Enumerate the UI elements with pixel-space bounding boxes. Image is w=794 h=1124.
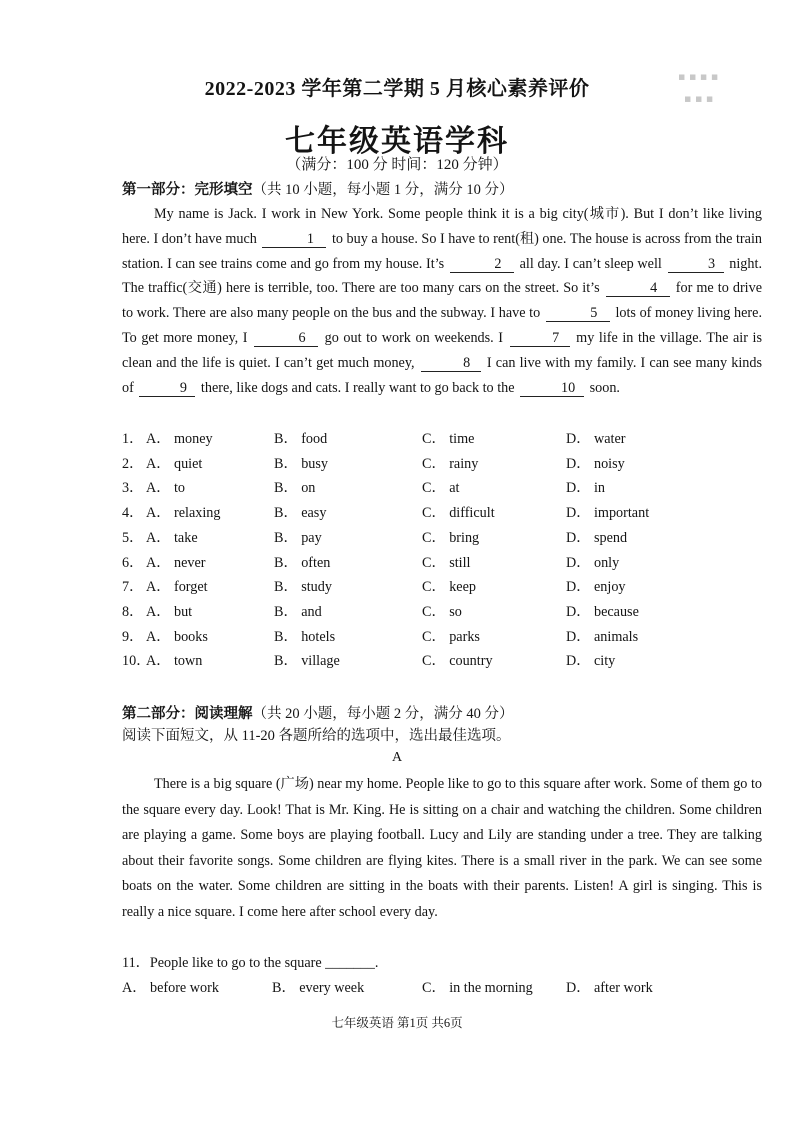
cloze-passage (122, 202, 762, 400)
part1-heading-detail: （共 10 小题，每小题 1 分，满分 10 分） (252, 182, 514, 198)
cloze-text: I can live with my family. I can see many kinds of (122, 354, 762, 396)
part1-heading (122, 178, 514, 199)
option-row (122, 552, 742, 574)
question-number: 4． (122, 505, 144, 522)
reading-passage-a (122, 772, 762, 926)
option-c[interactable]: C． parks (422, 628, 480, 645)
option-c[interactable]: C． country (422, 653, 493, 670)
option-a[interactable]: A． books (146, 628, 208, 645)
question-number: 1． (122, 431, 144, 447)
part2-heading (122, 702, 514, 723)
question-number: 8． (122, 603, 144, 620)
cloze-blank[interactable]: 7 (510, 330, 570, 347)
cloze-paragraph (122, 202, 762, 400)
option-b[interactable]: B． hotels (274, 628, 336, 645)
option-row (122, 428, 742, 450)
option-a[interactable]: A． but (146, 603, 193, 620)
subject-title: 七年级英语学科 (285, 124, 509, 159)
option-row (122, 502, 742, 524)
option-row (122, 576, 742, 598)
cloze-text: all day. I can’t sleep well (515, 255, 666, 272)
option-c[interactable]: C． so (422, 603, 462, 620)
option-d[interactable]: D． because (566, 603, 639, 620)
cloze-blank[interactable]: 8 (421, 355, 481, 372)
option-b[interactable]: B． on (274, 480, 316, 497)
option-b[interactable]: B． food (274, 431, 328, 447)
option-b[interactable]: B． and (274, 603, 322, 620)
q11-option-b[interactable]: B． every week (272, 980, 365, 996)
option-b[interactable]: B． often (274, 554, 331, 571)
option-row (122, 453, 742, 475)
option-d[interactable]: D． enjoy (566, 579, 626, 596)
option-a[interactable]: A． never (146, 554, 206, 571)
part2-instruction: 阅读下面短文，从 11-20 各题所给的选项中，选出最佳选项。 (122, 728, 511, 744)
cloze-text: my life in the village. The air is clean and the life is quiet. I can’t get much money, (122, 329, 762, 371)
cloze-blank[interactable]: 10 (520, 380, 584, 397)
question-number: 7． (122, 579, 144, 596)
option-b[interactable]: B． busy (274, 455, 328, 472)
option-c[interactable]: C． still (422, 554, 471, 571)
question-11-stem: 11．People like to go to the square _______. (122, 955, 379, 971)
option-c[interactable]: C． difficult (422, 505, 495, 522)
option-b[interactable]: B． study (274, 579, 332, 596)
q11-option-a[interactable]: A． before work (122, 980, 219, 996)
option-a[interactable]: A． money (146, 431, 213, 447)
cloze-text: soon. (586, 379, 620, 396)
score-time-info: （满分：100 分 时间：120 分钟） (286, 157, 508, 173)
bleed-through-mark: ▪ ▪ ▪ ▪ (678, 70, 719, 83)
option-d[interactable]: D． city (566, 653, 616, 670)
question-11-options (122, 977, 742, 997)
option-a[interactable]: A． relaxing (146, 505, 221, 522)
option-c[interactable]: C． bring (422, 529, 480, 546)
cloze-text: My name is Jack. I work in New York. Some people think it is a big city(城市). But I don’t like living here. I don’t have much (122, 206, 762, 247)
option-row (122, 650, 742, 672)
option-row (122, 626, 742, 648)
part2-heading-title: 第二部分：阅读理解 (122, 706, 253, 722)
option-c[interactable]: C． time (422, 431, 475, 447)
cloze-text: lots of money living here. To get more money, I (122, 305, 762, 346)
cloze-text: there, like dogs and cats. I really want to go back to the (197, 379, 519, 396)
cloze-blank[interactable]: 3 (668, 256, 724, 273)
option-d[interactable]: D． spend (566, 529, 628, 546)
reading-paragraph: There is a big square (广场) near my home. People like to go to this square after work. Some of them go to the square every day. Look! That is Mr. King. He is sitting on a chair and watching the children. Some children are playing a game. Some boys are playing football. Lucy and Lily are standing under a tree. They are talking about their favorite songs. Some children are flying kites. There is a small river in the park. We can see some boats on the water. Some children are sitting in the boats with their parents. Listen! A girl is singing. This is really a nice square. I come here after school every day. (122, 776, 762, 920)
option-c[interactable]: C． keep (422, 579, 476, 596)
question-number: 9． (122, 628, 144, 645)
cloze-text: go out to work on weekends. I (320, 329, 508, 346)
question-number: 3． (122, 480, 144, 497)
question-number: 5． (122, 529, 144, 546)
cloze-blank[interactable]: 5 (546, 305, 610, 322)
cloze-blank[interactable]: 2 (450, 256, 514, 273)
option-d[interactable]: D． water (566, 431, 626, 447)
page-footer: 七年级英语 第1页 共6页 (331, 1016, 463, 1030)
option-a[interactable]: A． town (146, 653, 203, 670)
option-row (122, 477, 742, 499)
bleed-through-mark: ▪ ▪ ▪ (684, 92, 714, 105)
cloze-text: night. The traffic(交通) here is terrible, too. There are too many cars on the street. So it’s (122, 255, 762, 297)
option-a[interactable]: A． to (146, 480, 186, 497)
question-number: 2． (122, 455, 144, 472)
passage-label: A (391, 750, 403, 765)
question-number: 10． (122, 653, 151, 670)
option-d[interactable]: D． in (566, 480, 606, 497)
exam-title: 2022-2023 学年第二学期 5 月核心素养评价 (204, 78, 590, 100)
option-row (122, 527, 742, 549)
part2-heading-detail: （共 20 小题，每小题 2 分，满分 40 分） (252, 706, 514, 722)
q11-option-c[interactable]: C． in the morning (422, 980, 533, 996)
q11-option-d[interactable]: D． after work (566, 980, 653, 996)
option-b[interactable]: B． pay (274, 529, 322, 546)
cloze-text: to buy a house. So I have to rent(租) one. The house is across from the train station. I can see trains come and go from my house. It’s (122, 230, 762, 272)
option-a[interactable]: A． forget (146, 579, 208, 596)
question-number: 6． (122, 554, 144, 571)
option-b[interactable]: B． village (274, 653, 340, 670)
option-a[interactable]: A． take (146, 529, 198, 546)
cloze-blank[interactable]: 9 (139, 380, 195, 397)
option-d[interactable]: D． noisy (566, 455, 625, 472)
cloze-blank[interactable]: 1 (262, 231, 326, 248)
option-c[interactable]: C． rainy (422, 455, 479, 472)
option-row (122, 601, 742, 623)
cloze-text: for me to drive to work. There are also many people on the bus and the subway. I have to (122, 280, 763, 322)
part1-heading-title: 第一部分：完形填空 (122, 182, 253, 198)
cloze-blank[interactable]: 4 (606, 280, 670, 297)
option-d[interactable]: D． animals (566, 628, 639, 645)
option-b[interactable]: B． easy (274, 505, 327, 522)
option-d[interactable]: D． important (566, 505, 650, 522)
cloze-blank[interactable]: 6 (254, 330, 318, 347)
option-a[interactable]: A． quiet (146, 455, 203, 472)
option-c[interactable]: C． at (422, 480, 460, 497)
option-d[interactable]: D． only (566, 554, 620, 571)
